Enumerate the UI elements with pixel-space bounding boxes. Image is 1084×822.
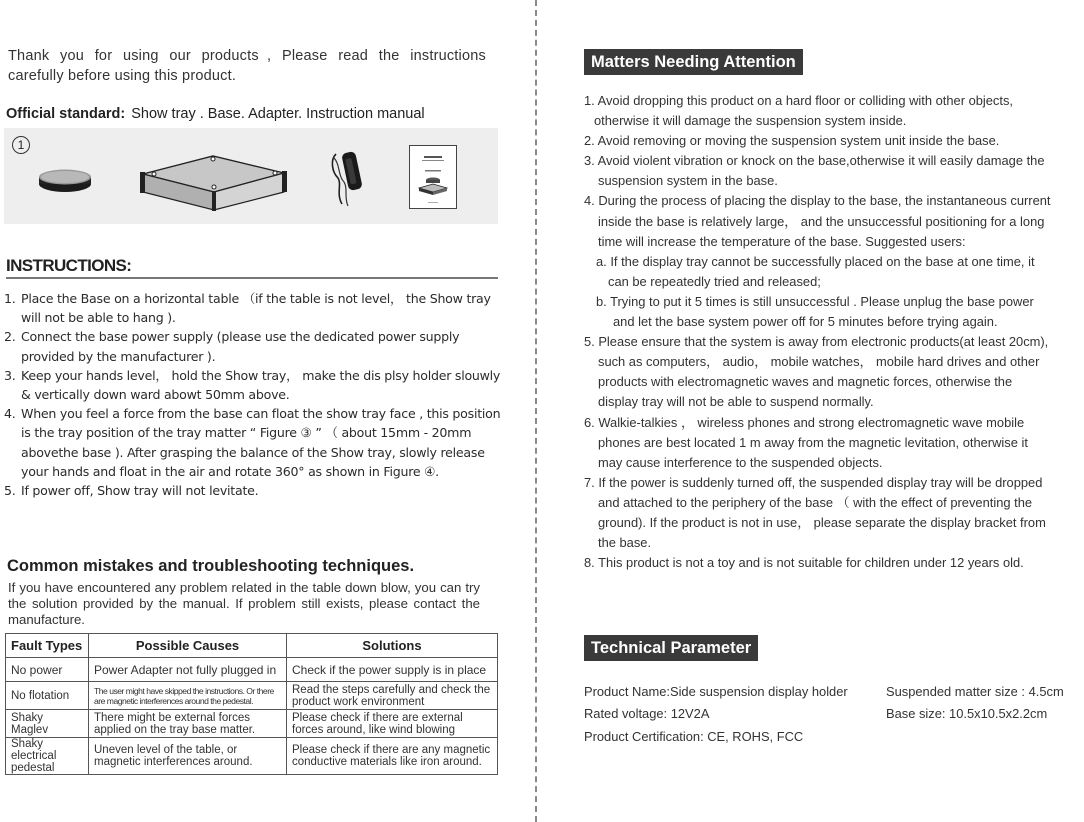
intro-line-2: carefully before using this product. bbox=[8, 68, 237, 84]
troubleshooting-heading: Common mistakes and troubleshooting techniques. bbox=[7, 557, 415, 575]
attention-subline: b. Trying to put it 5 times is still unsuccessful . Please unplug the base power bbox=[596, 293, 1034, 309]
technical-parameters bbox=[584, 681, 1084, 748]
attention-line: time will increase the temperature of the base. Suggested users: bbox=[598, 233, 966, 249]
table-row bbox=[6, 682, 498, 710]
table-row bbox=[6, 738, 498, 775]
table-cell: Please check if there are external forces around, like wind blowing bbox=[287, 710, 498, 738]
instructions-heading: INSTRUCTIONS: bbox=[6, 256, 498, 279]
table-cell: Power Adapter not fully plugged in bbox=[89, 658, 287, 682]
base-icon bbox=[138, 154, 290, 212]
attention-line: ground). If the product is not in use， please separate the display bracket from bbox=[598, 514, 1046, 530]
table-cell: Read the steps carefully and check the product work environment bbox=[287, 682, 498, 710]
attention-subline: can be repeatedly tried and released; bbox=[608, 273, 821, 289]
attention-line: may cause interference to the suspended objects. bbox=[598, 454, 883, 470]
attention-line: suspension system in the base. bbox=[598, 173, 778, 189]
attention-line: display tray will not be able to suspend normally. bbox=[598, 394, 874, 410]
instruction-item: 5. If power off, Show tray will not levitate. bbox=[4, 483, 259, 499]
attention-line: products with electromagnetic waves and magnetic forces, otherwise the bbox=[598, 374, 1013, 390]
attention-line: otherwise it will damage the suspension system inside. bbox=[594, 113, 907, 129]
parameter-rated-voltage: Rated voltage: 12V2A bbox=[584, 706, 710, 722]
parameter-certification: Product Certification: CE, ROHS, FCC bbox=[584, 728, 804, 744]
column-header: Possible Causes bbox=[89, 634, 287, 658]
attention-subline: and let the base system power off for 5 minutes before trying again. bbox=[613, 314, 998, 330]
attention-line: the base. bbox=[598, 535, 652, 551]
parameter-row bbox=[584, 726, 1084, 748]
attention-line: 7. If the power is suddenly turned off, the suspended display tray will be dropped bbox=[584, 474, 1043, 490]
attention-line: such as computers， audio， mobile watches， mobile hard drives and other bbox=[598, 354, 1040, 370]
show-tray-icon bbox=[38, 168, 92, 194]
parameter-row bbox=[584, 703, 1084, 725]
instructions-list bbox=[4, 289, 504, 500]
table-cell: Shaky electrical pedestal bbox=[6, 738, 89, 775]
instruction-item: 1. Place the Base on a horizontal table （if the table is not level， the Show tray will not be able to hang ). bbox=[4, 291, 491, 326]
attention-line: 4. During the process of placing the display to the base, the instantaneous current bbox=[584, 193, 1051, 209]
table-header-row bbox=[6, 634, 498, 658]
table-cell: Check if the power supply is in place bbox=[287, 658, 498, 682]
column-header: Fault Types bbox=[6, 634, 89, 658]
attention-line: 1. Avoid dropping this product on a hard floor or colliding with other objects, bbox=[584, 93, 1013, 108]
attention-line: 3. Avoid violent vibration or knock on the base,otherwise it will easily damage the bbox=[584, 153, 1045, 169]
table-cell: No power bbox=[6, 658, 89, 682]
attention-line: 6. Walkie-talkies ， wireless phones and strong electromagnetic wave mobile bbox=[584, 414, 1025, 430]
attention-subline: a. If the display tray cannot be successfully placed on the base at one time, it bbox=[596, 253, 1035, 269]
table-cell: There might be external forces applied on the tray base matter. bbox=[89, 710, 287, 738]
attention-line: inside the base is relatively large， and the unsuccessful positioning for a long bbox=[598, 213, 1045, 229]
page-fold-divider bbox=[535, 0, 537, 822]
official-standard-value: Show tray . Base. Adapter. Instruction manual bbox=[131, 106, 425, 122]
table-row bbox=[6, 658, 498, 682]
table-cell: No flotation bbox=[6, 682, 89, 710]
official-standard-label: Official standard: bbox=[6, 106, 126, 122]
attention-line: phones are best located 1 m away from the magnetic levitation, otherwise it bbox=[598, 434, 1028, 450]
intro-line-1: Thank you for using our products , Please read the instructions bbox=[8, 48, 486, 64]
attention-line: 5. Please ensure that the system is away from electronic products(at least 20cm), bbox=[584, 334, 1049, 350]
technical-parameter-heading: Technical Parameter bbox=[584, 635, 758, 661]
table-cell: The user might have skipped the instructions. Or there are magnetic interferences around the pedestal. bbox=[89, 682, 287, 710]
column-header: Solutions bbox=[287, 634, 498, 658]
parameter-row bbox=[584, 681, 1084, 703]
official-standard bbox=[6, 106, 425, 122]
instruction-manual-icon bbox=[409, 145, 457, 209]
parameter-base-size: Base size: 10.5x10.5x2.2cm bbox=[886, 706, 1048, 722]
instruction-item: 3. Keep your hands level， hold the Show tray， make the dis plsy holder slouwly & vertically down ward abowt 50mm above. bbox=[4, 367, 501, 403]
instruction-item: 2. Connect the base power supply (please use the dedicated power supply provided by the manufacturer ). bbox=[4, 329, 460, 364]
table-cell: Please check if there are any magnetic conductive materials like iron around. bbox=[287, 738, 498, 775]
attention-line: and attached to the periphery of the base （ with the effect of preventing the bbox=[598, 494, 1033, 510]
attention-line: 8. This product is not a toy and is not suitable for children under 12 years old. bbox=[584, 555, 1024, 571]
troubleshooting-table bbox=[5, 633, 498, 775]
package-contents-figure bbox=[4, 128, 498, 224]
table-cell: Shaky Maglev bbox=[6, 710, 89, 738]
figure-number-badge: 1 bbox=[12, 136, 30, 154]
troubleshooting-description: If you have encountered any problem related in the table down blow, you can try the solution provided by the manual. If problem still exists, please contact the manufacture. bbox=[8, 580, 480, 627]
intro-text bbox=[8, 46, 486, 86]
table-cell: Uneven level of the table, or magnetic interferences around. bbox=[89, 738, 287, 775]
parameter-suspended-size: Suspended matter size : 4.5cm bbox=[886, 684, 1064, 699]
attention-line: 2. Avoid removing or moving the suspension system unit inside the base. bbox=[584, 133, 1000, 149]
parameter-product-name: Product Name:Side suspension display holder bbox=[584, 684, 848, 699]
power-adapter-icon bbox=[328, 148, 368, 210]
instruction-item: 4. When you feel a force from the base can float the show tray face , this position is the tray position of the tray matter “ Figure ③ ” （ about 15mm - 20mm abovethe base ). After grasping the balance of the Show tray, slowly release your hands and float in the air and rotate 360° as shown in Figure ④. bbox=[4, 406, 501, 479]
table-row bbox=[6, 710, 498, 738]
attention-list bbox=[584, 91, 1084, 573]
attention-heading: Matters Needing Attention bbox=[584, 49, 803, 75]
